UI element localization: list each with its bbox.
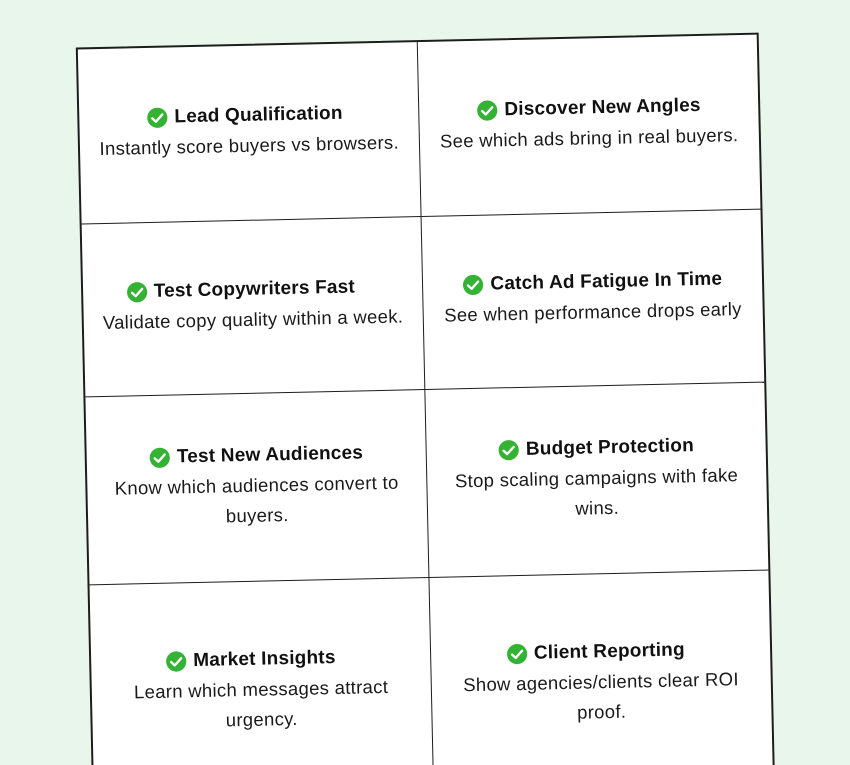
feature-description: See when performance drops early bbox=[443, 298, 742, 326]
feature-cell-budget-protection bbox=[425, 383, 769, 578]
check-circle-icon bbox=[165, 651, 187, 673]
check-circle-icon bbox=[476, 100, 498, 122]
feature-description: Stop scaling campaigns with fake wins. bbox=[454, 464, 739, 519]
feature-description: See which ads bring in real buyers. bbox=[439, 124, 739, 152]
feature-title: Market Insights bbox=[193, 647, 336, 672]
feature-cell-test-copywriters bbox=[82, 217, 425, 397]
feature-title: Test New Audiences bbox=[176, 442, 364, 468]
feature-title: Lead Qualification bbox=[174, 102, 343, 128]
feature-title-row bbox=[149, 442, 364, 469]
feature-cell-market-insights bbox=[90, 578, 434, 765]
feature-title-row bbox=[476, 95, 701, 122]
feature-title-row bbox=[462, 269, 722, 297]
check-circle-icon bbox=[126, 281, 148, 303]
feature-title-row bbox=[165, 647, 336, 673]
feature-title: Client Reporting bbox=[533, 639, 686, 665]
check-circle-icon bbox=[146, 107, 168, 129]
feature-cell-lead-qualification bbox=[78, 42, 421, 224]
check-circle-icon bbox=[462, 274, 484, 296]
feature-description: Learn which messages attract urgency. bbox=[133, 676, 389, 731]
feature-title-row bbox=[498, 435, 695, 461]
features-grid-card bbox=[76, 33, 775, 765]
feature-title-row bbox=[126, 277, 356, 304]
feature-description: Validate copy quality within a week. bbox=[102, 305, 404, 334]
check-circle-icon bbox=[506, 643, 528, 665]
check-circle-icon bbox=[498, 439, 520, 461]
feature-description: Show agencies/clients clear ROI proof. bbox=[463, 668, 740, 723]
check-circle-icon bbox=[149, 446, 171, 468]
feature-cell-discover-new-angles bbox=[417, 35, 760, 217]
feature-description: Know which audiences convert to buyers. bbox=[114, 471, 399, 526]
feature-title: Discover New Angles bbox=[504, 95, 701, 121]
feature-title: Catch Ad Fatigue In Time bbox=[490, 268, 723, 295]
feature-cell-test-new-audiences bbox=[85, 390, 429, 585]
feature-cell-catch-ad-fatigue bbox=[421, 210, 764, 390]
feature-title: Budget Protection bbox=[525, 435, 695, 460]
feature-description: Instantly score buyers vs browsers. bbox=[99, 131, 400, 160]
feature-title-row bbox=[506, 640, 685, 666]
feature-title: Test Copywriters Fast bbox=[153, 276, 356, 303]
feature-title-row bbox=[146, 103, 343, 129]
feature-cell-client-reporting bbox=[429, 571, 773, 765]
